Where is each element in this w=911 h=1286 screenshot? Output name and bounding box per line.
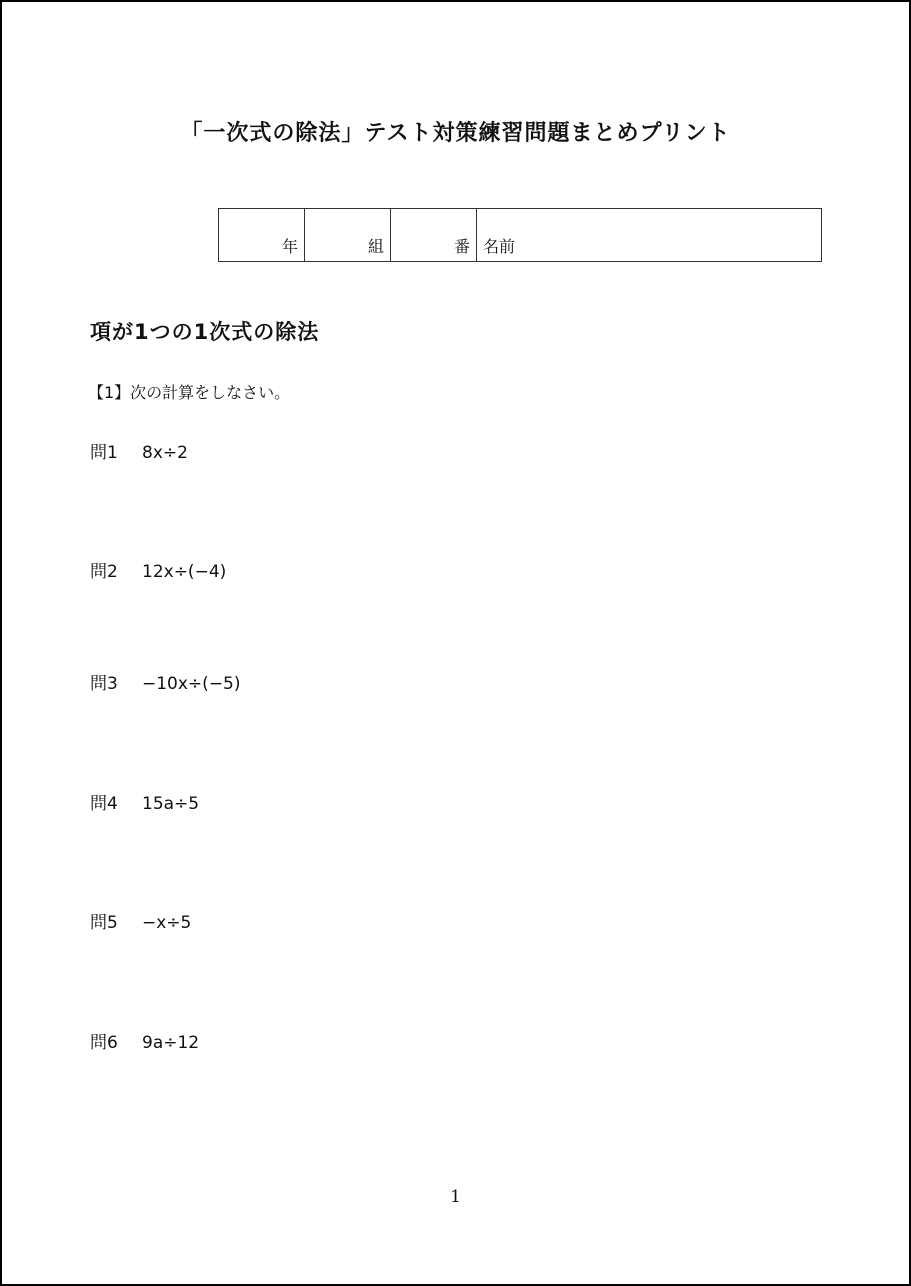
number-label: 番: [453, 237, 470, 256]
worksheet-title: 「一次式の除法」テスト対策練習問題まとめプリント: [180, 121, 731, 146]
page-number: 1: [450, 1187, 461, 1207]
problem-label: 問6: [90, 1033, 118, 1053]
problem-expression: 8x÷2: [142, 443, 188, 463]
year-label: 年: [281, 237, 298, 256]
problem-6: [90, 1028, 199, 1053]
name-field[interactable]: [477, 209, 822, 262]
class-field[interactable]: [305, 209, 391, 262]
class-label: 組: [367, 237, 384, 256]
problem-label: 問2: [90, 562, 118, 582]
problem-expression: 15a÷5: [142, 794, 200, 814]
problem-label: 問3: [90, 674, 118, 694]
problem-2: [90, 557, 226, 582]
instruction-text: 【1】次の計算をしなさい。: [88, 383, 291, 402]
problem-label: 問1: [90, 443, 118, 463]
problem-3: [90, 669, 241, 694]
student-info-table: [218, 208, 822, 262]
problem-4: [90, 789, 199, 814]
problem-expression: 12x÷(−4): [142, 562, 227, 582]
problem-expression: 9a÷12: [142, 1033, 200, 1053]
problem-label: 問4: [90, 794, 118, 814]
year-field[interactable]: [219, 209, 305, 262]
problem-label: 問5: [90, 913, 118, 933]
number-field[interactable]: [391, 209, 477, 262]
problem-expression: −10x÷(−5): [142, 674, 241, 694]
problem-5: [90, 908, 191, 933]
name-label: 名前: [483, 237, 516, 256]
problem-expression: −x÷5: [142, 913, 192, 933]
section-heading: 項が1つの1次式の除法: [90, 320, 320, 344]
problem-1: [90, 438, 188, 463]
